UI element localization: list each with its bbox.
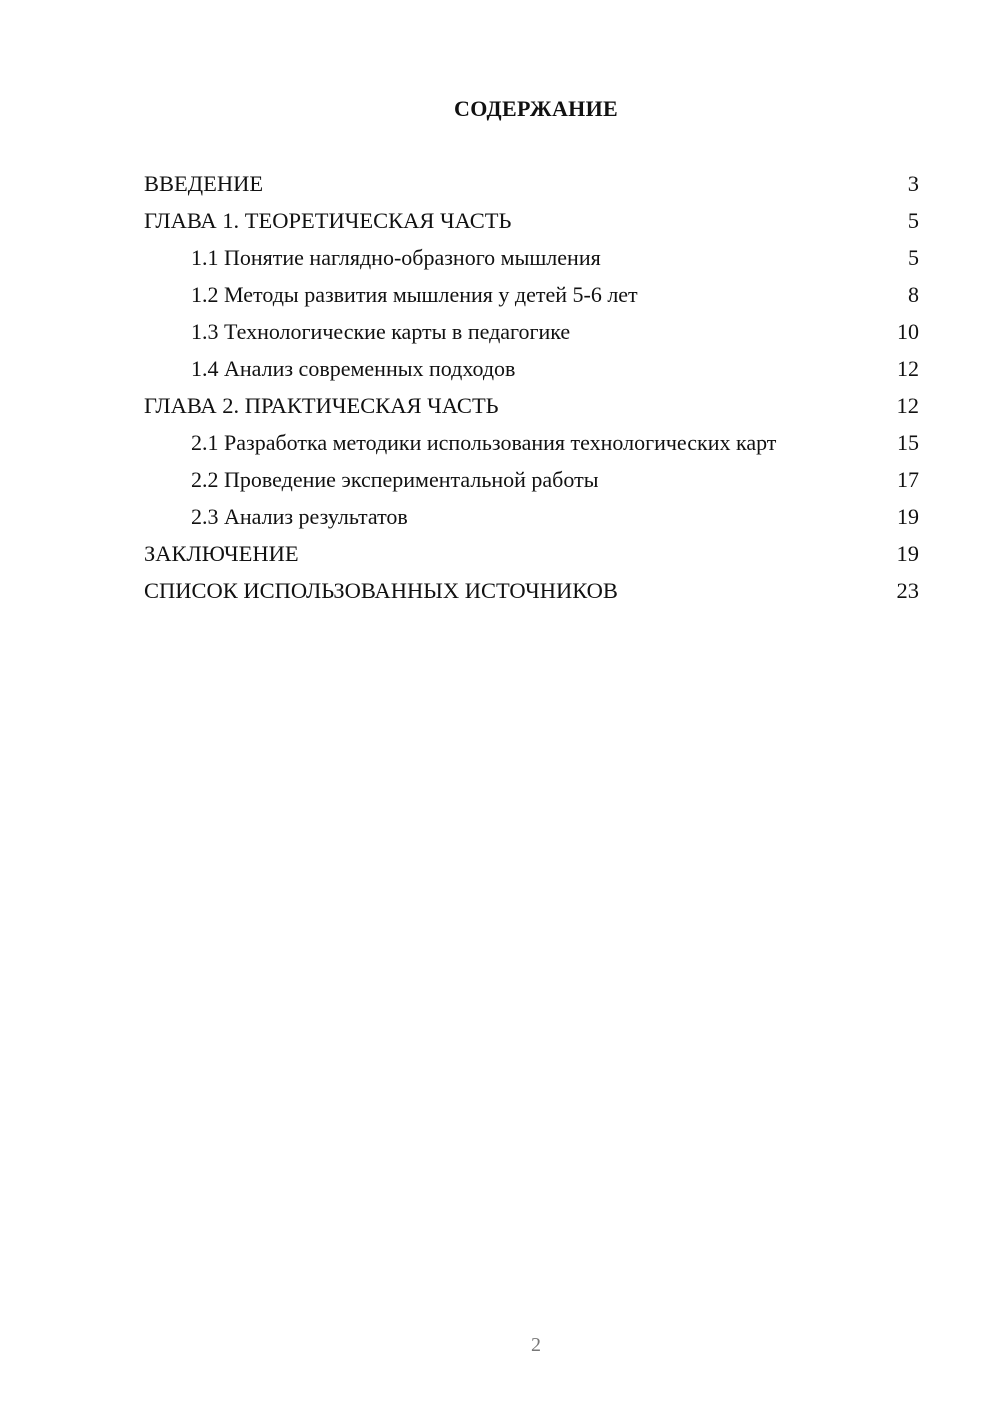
toc-entry-label: 1.2 Методы развития мышления у детей 5-6 лет [191, 282, 638, 307]
toc-entry-label: 2.3 Анализ результатов [191, 504, 408, 529]
toc-title: СОДЕРЖАНИЕ [454, 96, 618, 121]
toc-entry-chapter-2[interactable] [144, 392, 919, 419]
toc-entry-page: 15 [897, 430, 919, 455]
toc-entry-page: 12 [897, 356, 919, 381]
toc-entry-section-1-4[interactable] [144, 355, 919, 382]
toc-entry-page: 23 [896, 578, 919, 603]
toc-entry-references[interactable] [144, 577, 919, 604]
toc-entry-label: 1.3 Технологические карты в педагогике [191, 319, 571, 344]
toc-entry-page: 8 [908, 282, 919, 307]
toc-entry-section-2-3[interactable] [144, 503, 919, 530]
toc-entry-page: 19 [896, 541, 919, 566]
table-of-contents [144, 170, 919, 614]
toc-entry-page: 12 [896, 393, 919, 418]
toc-entry-conclusion[interactable] [144, 540, 919, 567]
toc-entry-section-1-2[interactable] [144, 281, 919, 308]
toc-entry-label: 1.4 Анализ современных подходов [191, 356, 516, 381]
toc-entry-label: ГЛАВА 2. ПРАКТИЧЕСКАЯ ЧАСТЬ [144, 393, 499, 418]
toc-entry-page: 5 [908, 245, 919, 270]
toc-entry-page: 19 [897, 504, 919, 529]
toc-entry-section-1-1[interactable] [144, 244, 919, 271]
toc-entry-page: 5 [907, 208, 919, 233]
toc-entry-section-2-1[interactable] [144, 429, 919, 456]
toc-entry-chapter-1[interactable] [144, 207, 919, 234]
toc-entry-label: ЗАКЛЮЧЕНИЕ [144, 541, 299, 566]
toc-entry-section-2-2[interactable] [144, 466, 919, 493]
toc-entry-introduction[interactable] [144, 170, 919, 197]
toc-entry-page: 10 [897, 319, 919, 344]
toc-entry-label: ГЛАВА 1. ТЕОРЕТИЧЕСКАЯ ЧАСТЬ [144, 208, 512, 233]
toc-entry-label: ВВЕДЕНИЕ [144, 171, 264, 196]
toc-entry-page: 3 [907, 171, 919, 196]
page-number: 2 [531, 1334, 541, 1356]
toc-entry-label: 2.1 Разработка методики использования технологических карт [191, 430, 777, 455]
toc-entry-label: 1.1 Понятие наглядно-образного мышления [191, 245, 601, 270]
toc-entry-label: СПИСОК ИСПОЛЬЗОВАННЫХ ИСТОЧНИКОВ [144, 578, 618, 603]
toc-entry-page: 17 [897, 467, 919, 492]
toc-entry-label: 2.2 Проведение экспериментальной работы [191, 467, 599, 492]
toc-entry-section-1-3[interactable] [144, 318, 919, 345]
